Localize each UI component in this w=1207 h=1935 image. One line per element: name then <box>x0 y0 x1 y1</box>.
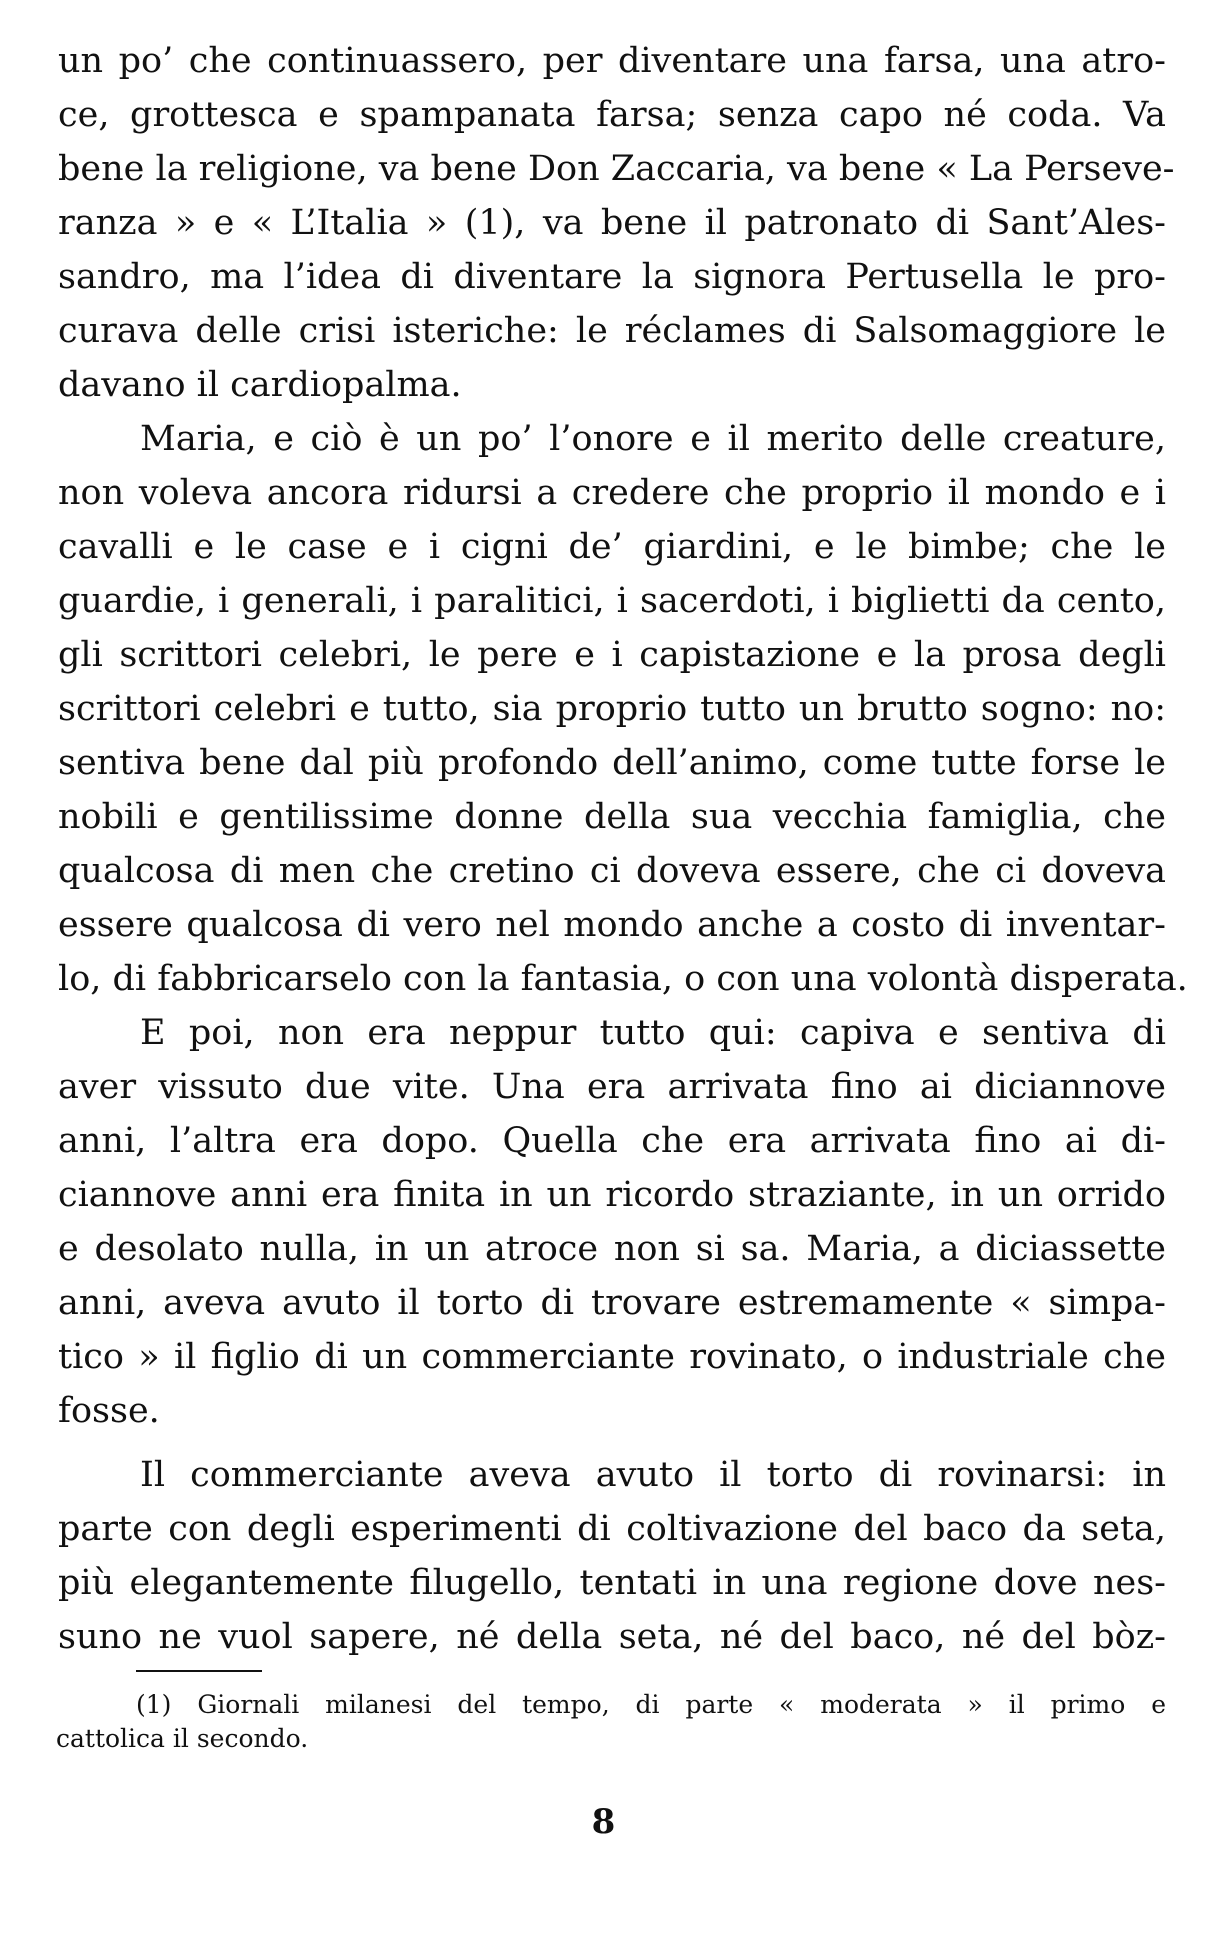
paragraph-1 <box>58 34 1175 412</box>
text-line: Maria, e ciò è un po’ l’onore e il merito delle creature, <box>140 419 1166 459</box>
text-line: fosse. <box>58 1391 160 1431</box>
text-line: anni, aveva avuto il torto di trovare estremamente « simpa- <box>58 1283 1166 1323</box>
text-line: e desolato nulla, in un atroce non si sa. Maria, a diciassette <box>58 1229 1166 1269</box>
text-line: scrittori celebri e tutto, sia proprio tutto un brutto sogno: no: <box>58 689 1166 729</box>
text-line: curava delle crisi isteriche: le réclames di Salsomaggiore le <box>58 311 1166 351</box>
text-line: essere qualcosa di vero nel mondo anche a costo di inventar- <box>58 905 1166 945</box>
text-line: sentiva bene dal più profondo dell’animo, come tutte forse le <box>58 743 1166 783</box>
footnote-line: cattolica il secondo. <box>56 1724 309 1753</box>
text-line: qualcosa di men che cretino ci doveva essere, che ci doveva <box>58 851 1166 891</box>
text-line: suno ne vuol sapere, né della seta, né del baco, né del bòz- <box>58 1617 1166 1657</box>
text-line: aver vissuto due vite. Una era arrivata fino ai diciannove <box>58 1067 1166 1107</box>
text-line: non voleva ancora ridursi a credere che proprio il mondo e i <box>58 473 1166 513</box>
page-number: 8 <box>591 1802 616 1842</box>
text-line: davano il cardiopalma. <box>58 365 462 405</box>
text-line: Il commerciante aveva avuto il torto di rovinarsi: in <box>140 1455 1166 1495</box>
text-line: parte con degli esperimenti di coltivazione del baco da seta, <box>58 1509 1166 1549</box>
paragraph-4 <box>58 1448 1166 1664</box>
text-line: cavalli e le case e i cigni de’ giardini, e le bimbe; che le <box>58 527 1166 567</box>
footnote-divider <box>136 1670 262 1672</box>
main-text <box>58 34 1188 1664</box>
text-line: guardie, i generali, i paralitici, i sacerdoti, i biglietti da cento, <box>58 581 1166 621</box>
footnote-line: (1) Giornali milanesi del tempo, di parte « moderata » il primo e <box>136 1690 1166 1719</box>
text-line: ciannove anni era finita in un ricordo straziante, in un orrido <box>58 1175 1166 1215</box>
text-line: gli scrittori celebri, le pere e i capistazione e la prosa degli <box>58 635 1166 675</box>
paragraph-2 <box>58 412 1188 1006</box>
paragraph-3 <box>58 1006 1166 1438</box>
text-line: bene la religione, va bene Don Zaccaria, va bene « La Perseve- <box>58 149 1175 189</box>
text-line: un po’ che continuassero, per diventare una farsa, una atro- <box>58 41 1166 81</box>
footnote <box>56 1688 1166 1756</box>
text-line: anni, l’altra era dopo. Quella che era arrivata fino ai di- <box>58 1121 1166 1161</box>
text-line: tico » il figlio di un commerciante rovinato, o industriale che <box>58 1337 1166 1377</box>
text-line: ranza » e « L’Italia » (1), va bene il patronato di Sant’Ales- <box>58 203 1166 243</box>
text-line: sandro, ma l’idea di diventare la signora Pertusella le pro- <box>58 257 1166 297</box>
text-line: più elegantemente filugello, tentati in una regione dove nes- <box>58 1563 1166 1603</box>
text-line: E poi, non era neppur tutto qui: capiva e sentiva di <box>140 1013 1166 1053</box>
text-line: ce, grottesca e spampanata farsa; senza capo né coda. Va <box>58 95 1166 135</box>
text-line: lo, di fabbricarselo con la fantasia, o con una volontà disperata. <box>58 959 1188 999</box>
paragraph-spacer <box>58 1438 1166 1448</box>
text-line: nobili e gentilissime donne della sua vecchia famiglia, che <box>58 797 1166 837</box>
